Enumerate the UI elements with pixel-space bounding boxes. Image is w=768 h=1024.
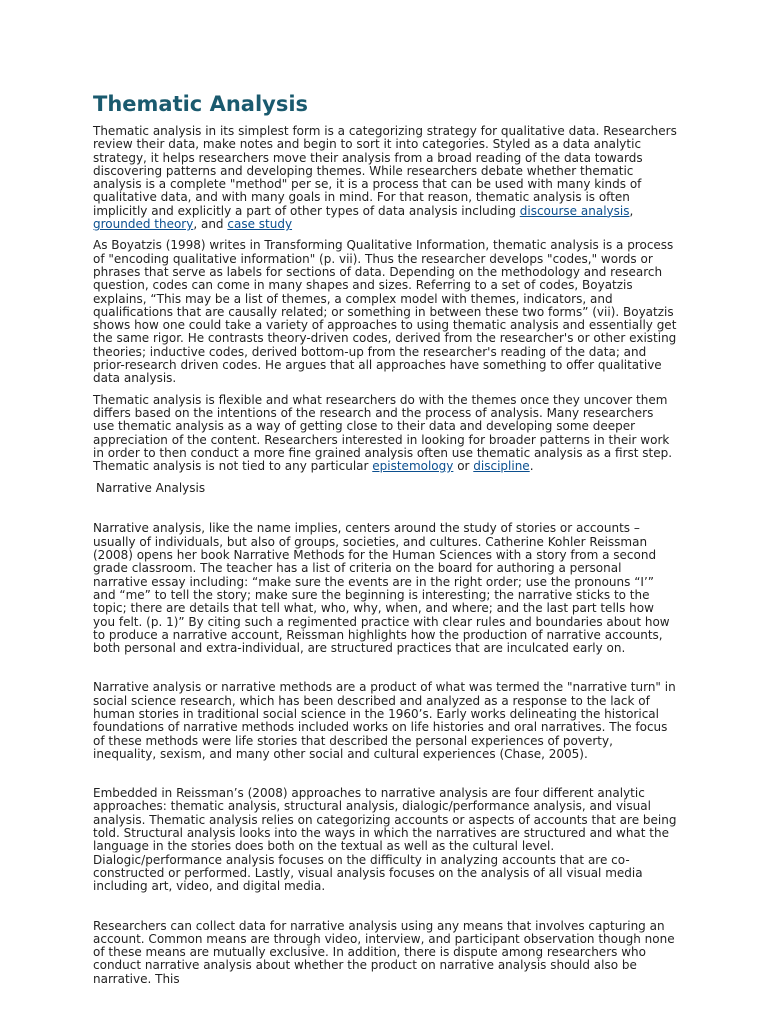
section-heading-narrative-analysis: Narrative Analysis [96, 481, 206, 496]
link-case-study[interactable]: case study [227, 217, 293, 232]
link-epistemology[interactable]: epistemology [372, 459, 454, 474]
paragraph-text: Thematic analysis is flexible and what researchers do with the themes once they uncover them differs based on the intentions of the research and the process of analysis. Many researchers use thematic analysis as a way of getting close to their data and developing some deeper appreciation of the content. Researchers interested in looking for broader patterns in their work in order to then conduct a more fine grained analysis often use thematic analysis as a first step. Thematic analysis is not tied to any particular [93, 392, 673, 474]
paragraph-data-collection: Researchers can collect data for narrative analysis using any means that involves capturing an account. Common means are through video, interview, and participant observation though none of these means are mutually exclusive. In addition, there is dispute among researchers who conduct narrative analysis about whether the product on narrative analysis should also be narrative. This [93, 918, 675, 986]
link-discourse-analysis[interactable]: discourse analysis [519, 203, 630, 218]
paragraph-text: Thematic analysis in its simplest form is a categorizing strategy for qualitative data. Researchers review their data, make notes and begin to sort it into categories. Styled as a data analytic strategy, it helps researchers move their analysis from a broad reading of the data towards discovering patterns and developing themes. While researchers debate whether thematic analysis is a complete "method" per se, it is a process that can be used with many kinds of qualitative data, and with many goals in mind. For that reason, thematic analysis is often implicitly and explicitly a part of other types of data analysis including [93, 124, 677, 218]
paragraph-narrative-turn: Narrative analysis or narrative methods are a product of what was termed the "narrative turn" in social science research, which has been described and analyzed as a response to the lack of human stories in traditional social science in the 1960’s. Early works delineating the historical foundations of narrative methods included works on life histories and oral narratives. The focus of these methods were life stories that described the personal experiences of poverty, inequality, sexism, and many other social and cultural experiences (Chase, 2005). [93, 680, 676, 761]
paragraph-thematic-intro [93, 125, 678, 231]
paragraph-end: . [529, 459, 534, 474]
separator: , [629, 203, 634, 218]
paragraph-boyatzis: As Boyatzis (1998) writes in Transforming Qualitative Information, thematic analysis is a process of "encoding qualitative information" (p. vii). Thus the researcher develops "codes," words or phrases that serve as labels for sections of data. Depending on the methodology and research question, codes can come in many shapes and sizes. Referring to a set of codes, Boyatzis explains, “This may be a list of themes, a complex model with themes, indicators, and qualifications that are causally related; or something in between these two forms” (vii). Boyatzis shows how one could take a variety of approaches to using thematic analysis and essentially get the same rigor. He contrasts theory-driven codes, derived from the researcher's or other existing theories; inductive codes, derived bottom-up from the researcher's reading of the data; and prior-research driven codes. He argues that all approaches have something to offer qualitative data analysis. [93, 238, 677, 386]
separator: or [453, 459, 474, 474]
paragraph-thematic-flexible [93, 394, 678, 474]
link-grounded-theory[interactable]: grounded theory [93, 217, 194, 232]
paragraph-reissman-approaches: Embedded in Reissman’s (2008) approaches to narrative analysis are four different analytic approaches: thematic analysis, structural analysis, dialogic/performance analysis, and visual analysis. Thematic analysis relies on categorizing accounts or aspects of accounts that are being told. Structural analysis looks into the ways in which the narratives are structured and what the language in the stories does both on the textual as well as the cultural level. Dialogic/performance analysis focuses on the difficulty in analyzing accounts that are co-constructed or performed. Lastly, visual analysis focuses on the analysis of all visual media including art, video, and digital media. [93, 786, 677, 894]
separator: , and [193, 217, 228, 232]
link-discipline[interactable]: discipline [473, 459, 530, 474]
page-title: Thematic Analysis [93, 92, 309, 116]
paragraph-narrative-intro: Narrative analysis, like the name implies, centers around the study of stories or accounts – usually of individuals, but also of groups, societies, and cultures. Catherine Kohler Reissman (2008) opens her book Narrative Methods for the Human Sciences with a story from a second grade classroom. The teacher has a list of criteria on the board for authoring a personal narrative essay including: “make sure the events are in the right order; use the pronouns “I’” and “me” to tell the story; make sure the beginning is interesting; the narrative sticks to the topic; there are details that tell what, who, why, when, and where; and the last part tells how you felt. (p. 1)” By citing such a regimented practice with clear rules and boundaries about how to produce a narrative account, Reissman highlights how the production of narrative accounts, both personal and extra-individual, are structured practices that are inculcated early on. [93, 521, 670, 656]
